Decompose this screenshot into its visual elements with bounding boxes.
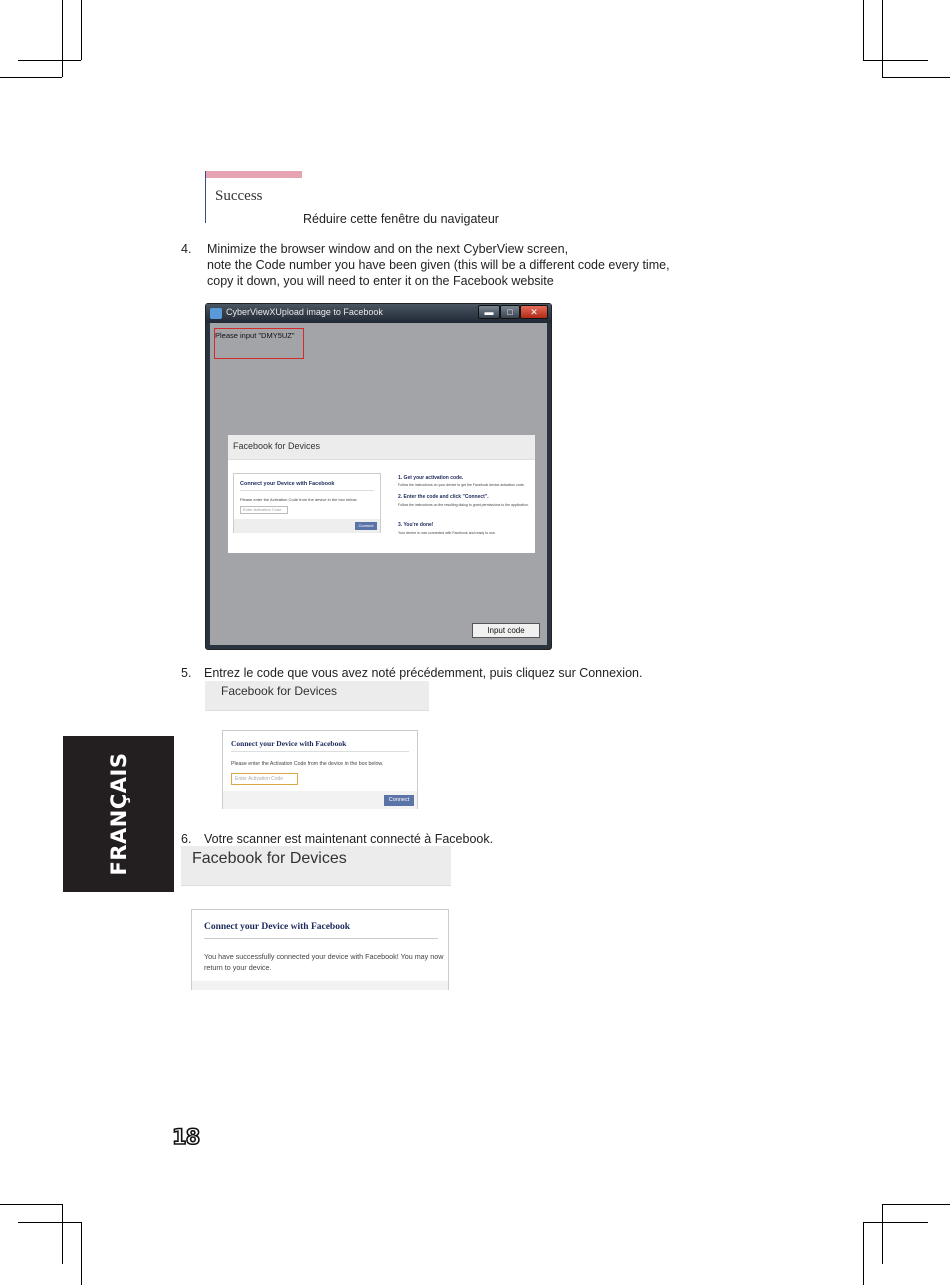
fb-panel-header xyxy=(228,435,535,460)
connect-card xyxy=(233,473,381,533)
window-title: CyberViewXUpload image to Facebook xyxy=(226,307,383,317)
page-number: 18 xyxy=(172,1125,200,1149)
success-screenshot xyxy=(205,171,301,223)
instruction-title: 2. Enter the code and click "Connect". xyxy=(398,494,489,500)
maximize-button[interactable]: □ xyxy=(500,305,520,319)
step-text-line: note the Code number you have been given (this will be a different code every time, xyxy=(207,258,670,272)
cyberview-window xyxy=(205,303,552,650)
card-description: Please enter the Activation Code from the device in the box below. xyxy=(231,761,384,767)
instruction-desc: Your device is now connected with Facebook and ready to use. xyxy=(398,531,496,535)
connect-card xyxy=(222,730,418,809)
connect-button[interactable]: Connect xyxy=(355,522,377,530)
input-code-button[interactable]: Input code xyxy=(472,623,540,638)
card-title: Connect your Device with Facebook xyxy=(240,481,335,487)
connect-button[interactable]: Connect xyxy=(384,795,414,806)
language-label: FRANÇAIS xyxy=(107,752,131,876)
success-bar xyxy=(206,171,302,178)
activation-code-input[interactable]: Enter Activation Code xyxy=(231,773,298,785)
step-text: Entrez le code que vous avez noté précédemment, puis cliquez sur Connexion. xyxy=(204,666,643,680)
step-text-line: Minimize the browser window and on the next CyberView screen, xyxy=(207,242,569,256)
minimize-button[interactable]: ▬ xyxy=(478,305,500,319)
card-title: Connect your Device with Facebook xyxy=(231,739,347,748)
fb-devices-header xyxy=(181,846,451,886)
divider xyxy=(240,490,374,491)
fb-devices-header xyxy=(205,681,429,711)
success-message: You have successfully connected your device with Facebook! You may now return to your device. xyxy=(204,952,444,972)
instruction-title: 1. Get your activation code. xyxy=(398,475,464,481)
app-icon xyxy=(210,308,222,319)
instruction-title: 3. You're done! xyxy=(398,522,434,528)
language-side-tab xyxy=(63,736,174,892)
card-footer xyxy=(192,981,448,990)
step-6 xyxy=(181,831,601,847)
fb-devices-title: Facebook for Devices xyxy=(221,684,338,698)
step-4 xyxy=(181,241,741,289)
card-description: Please enter the Activation Code from the device in the box below. xyxy=(240,497,358,502)
divider xyxy=(231,751,409,752)
window-titlebar[interactable] xyxy=(206,304,551,323)
close-button[interactable]: ✕ xyxy=(520,305,548,319)
instruction-desc: Follow the instructions on your device to get the Facebook device activation code. xyxy=(398,483,525,487)
step-5 xyxy=(181,665,701,681)
connect-success-card xyxy=(191,909,449,990)
fb-devices-panel xyxy=(228,435,535,553)
fb-panel-title: Facebook for Devices xyxy=(233,441,321,451)
step-text: Votre scanner est maintenant connecté à Facebook. xyxy=(204,832,494,846)
code-prompt: Please input "DMY5UZ" xyxy=(215,331,295,340)
step-number: 6. xyxy=(181,832,192,846)
window-client-area xyxy=(210,323,547,645)
success-title: Success xyxy=(215,188,263,204)
step-text-line: copy it down, you will need to enter it on the Facebook website xyxy=(207,274,554,288)
instruction-desc: Follow the instructions on the resulting dialog to grant permissions to the application. xyxy=(398,503,529,507)
step-number: 4. xyxy=(181,242,192,256)
step-number: 5. xyxy=(181,666,192,680)
fb-devices-title: Facebook for Devices xyxy=(192,850,347,867)
divider xyxy=(204,938,438,939)
activation-code-input[interactable]: Enter Activation Code xyxy=(240,506,288,514)
card-title: Connect your Device with Facebook xyxy=(204,922,351,932)
reduce-caption: Réduire cette fenêtre du navigateur xyxy=(303,212,499,226)
